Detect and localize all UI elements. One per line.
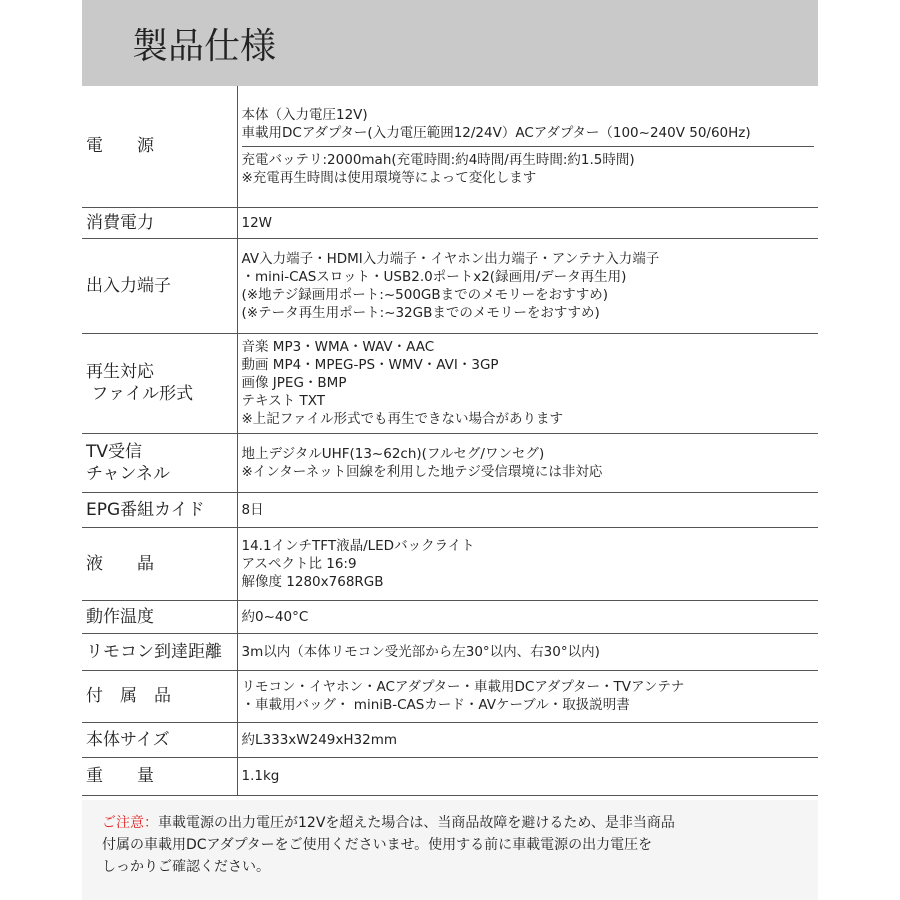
spec-row [82,757,818,795]
caution-label: ご注意： [102,815,158,831]
spec-table [82,86,818,796]
spec-value-group [242,501,815,519]
spec-label: 消費電力 [82,207,237,238]
spec-row [82,433,818,492]
spec-row [82,333,818,433]
spec-value-group [242,643,815,661]
spec-value-line: (※テータ再生用ポート:~32GBまでのメモリーをおすすめ) [241,304,600,321]
spec-value-line: ※充電再生時間は使用環境等によって変化します [241,169,537,186]
spec-value-line: 画像 JPEG・BMP [241,375,347,391]
spec-value-group [242,102,815,147]
spec-value [237,722,818,757]
spec-value-group [242,250,815,322]
spec-value-line: ・車載用バッグ・ miniB-CASカード・AVケーブル・取扱説明書 [241,697,630,713]
spec-value [237,433,818,492]
spec-value-line: 12W [241,214,273,231]
spec-row [82,670,818,722]
spec-value-group [242,214,815,232]
spec-value [237,633,818,670]
spec-value-line: ・mini-CASスロット・USB2.0ポートx2(録画用/データ再生用) [241,268,627,285]
spec-value-group [242,678,815,714]
spec-value-line: 解像度 1280x768RGB [241,573,384,590]
spec-value-line: アスペクト比 16:9 [241,555,357,572]
spec-sheet [82,0,818,900]
page-title: 製品仕様 [132,25,277,67]
spec-value [237,86,818,207]
spec-label: 再生対応 ファイル形式 [82,333,237,433]
spec-label: TV受信 チャンネル [82,433,237,492]
spec-value-line: テキスト TXT [241,393,326,409]
caution-text: 車載電源の出力電圧が12Vを超えた場合は、当商品故障を避けるため、是非当商品 付属の車載用DCアダプターをご使用くださいませ。使用する前に車載電源の出力電圧を しっかりご確認ください。 [102,815,675,875]
spec-value-line: 充電バッテリ:2000mah(充電時間:約4時間/再生時間:約1.5時間) [241,151,635,168]
spec-row [82,238,818,333]
spec-row [82,492,818,527]
spec-value [237,670,818,722]
spec-value-group [242,608,815,626]
spec-value-line: 8日 [241,501,264,518]
spec-label: 重 量 [82,757,237,795]
spec-label: 電 源 [82,86,237,207]
spec-value-line: 音楽 MP3・WMA・WAV・AAC [241,339,435,355]
spec-value [237,333,818,433]
spec-label: 出入力端子 [82,238,237,333]
spec-value-line: ※上記ファイル形式でも再生できない場合があります [241,411,564,427]
spec-value [237,757,818,795]
spec-label: 本体サイズ [82,722,237,757]
spec-value-line: 車載用DCアダプター(入力電圧範囲12/24V）ACアダプター（100~240V 50/60Hz) [241,124,751,141]
spec-value-line: 約0~40°C [241,608,309,625]
spec-value [237,207,818,238]
spec-value-line: 3m以内（本体リモコン受光部から左30°以内、右30°以内) [241,643,600,660]
spec-label: リモコン到達距離 [82,633,237,670]
spec-value [237,600,818,633]
title-banner [82,0,818,86]
spec-value [237,238,818,333]
spec-row [82,722,818,757]
spec-value-group [242,338,815,428]
spec-value-group [242,767,815,785]
spec-value-group [242,731,815,749]
spec-row [82,527,818,600]
spec-row [82,207,818,238]
spec-row [82,86,818,207]
spec-value-line: 約L333xW249xH32mm [241,731,398,748]
spec-label: 動作温度 [82,600,237,633]
spec-row [82,633,818,670]
spec-value-line: 14.1インチTFT液晶/LEDバックライト [241,537,475,554]
spec-row [82,600,818,633]
spec-label: 液 晶 [82,527,237,600]
spec-label: 付 属 品 [82,670,237,722]
spec-value-line: AV入力端子・HDMI入力端子・イヤホン出力端子・アンテナ入力端子 [241,250,660,267]
spec-value-line: (※地テジ録画用ポート:~500GBまでのメモリーをおすすめ) [241,286,609,303]
spec-value-line: 本体（入力電圧12V) [241,106,368,123]
spec-value-line: 動画 MP4・MPEG-PS・WMV・AVI・3GP [241,357,499,373]
spec-value [237,492,818,527]
spec-value-line: リモコン・イヤホン・ACアダプター・車載用DCアダプター・TVアンテナ [241,679,685,695]
spec-value [237,527,818,600]
spec-value-line: ※インターネット回線を利用した地テジ受信環境には非対応 [241,463,603,480]
spec-value-group [242,537,815,591]
spec-value-group [242,445,815,481]
spec-value-line: 1.1kg [241,768,280,784]
spec-label: EPG番組カイド [82,492,237,527]
spec-value-group [242,147,815,191]
caution-note [82,800,818,900]
spec-value-line: 地上デジタルUHF(13~62ch)(フルセグ/ワンセグ) [241,445,545,462]
